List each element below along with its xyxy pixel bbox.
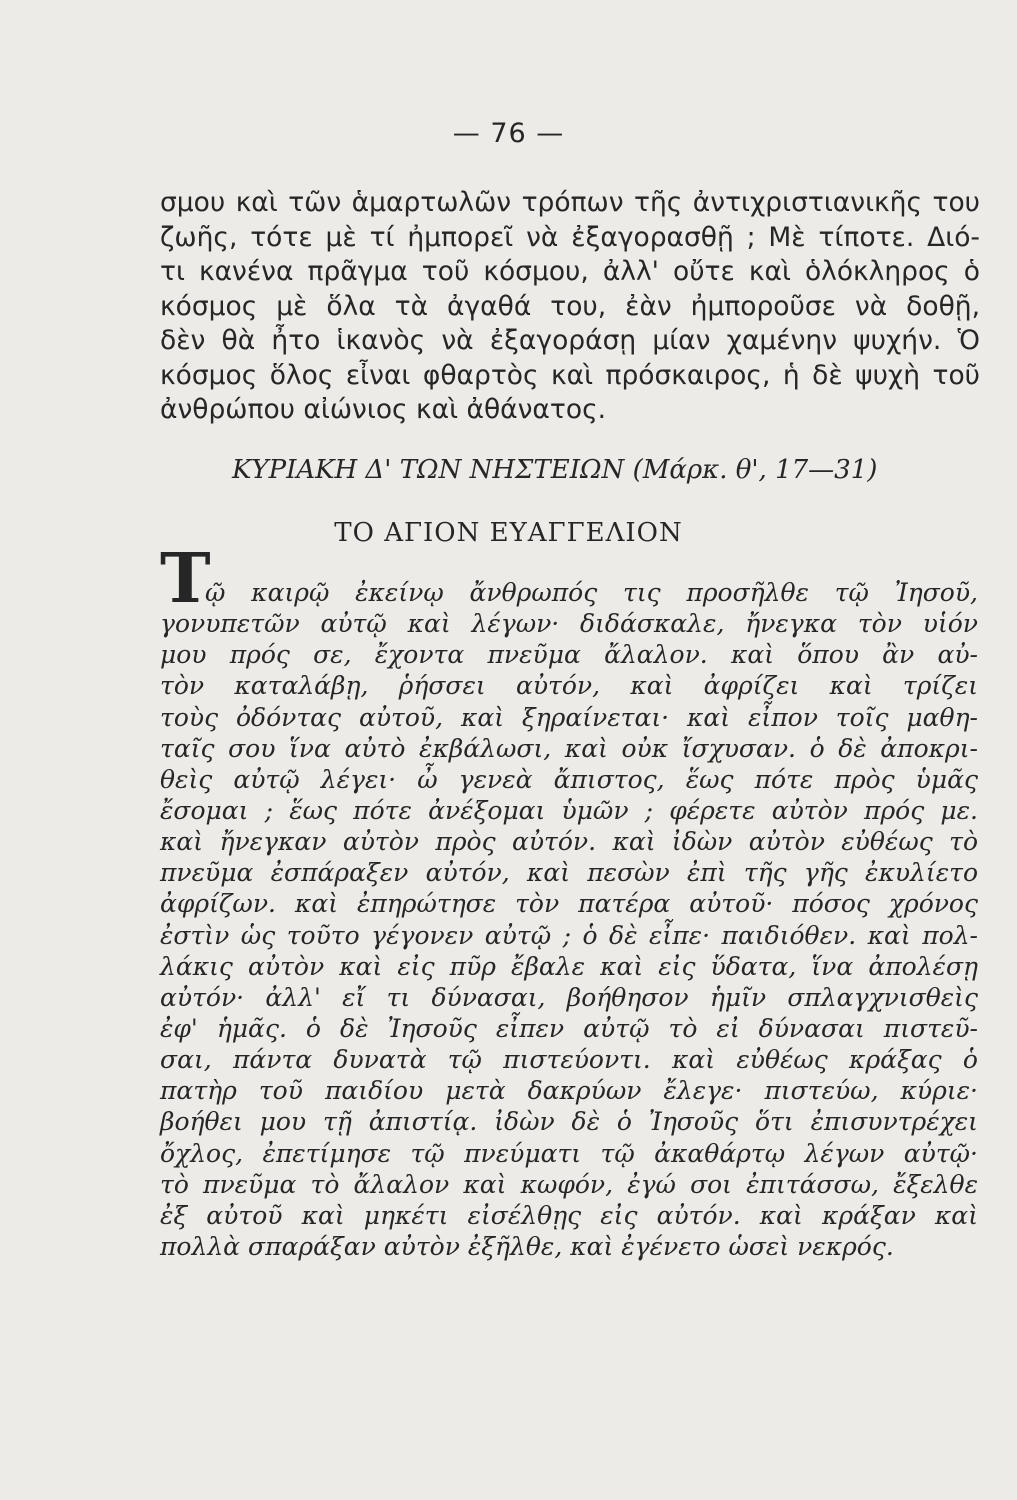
text-line: ἔσομαι ; ἕως πότε ἀνέξομαι ὑμῶν ; φέρετε αὐτὸν πρός με. [160, 795, 978, 825]
gospel-title: ΤΟ ΑΓΙΟΝ ΕΥΑΓΓΕΛΙΟΝ [334, 518, 683, 548]
text-line: γονυπετῶν αὐτῷ καὶ λέγων· διδάσκαλε, ἤνεγκα τὸν υἱόν [160, 609, 978, 639]
text-line: βοήθει μου τῇ ἀπιστίᾳ. ἰδὼν δὲ ὁ Ἰησοῦς ὅτι ἐπισυντρέχει [160, 1107, 978, 1137]
text-line: κόσμος μὲ ὅλα τὰ ἀγαθά του, ἐὰν ἠμποροῦσε νὰ δοθῇ, [160, 290, 980, 322]
text-line: ῷ καιρῷ ἐκείνῳ ἄνθρωπός τις προσῆλθε τῷ Ἰησοῦ, [205, 578, 978, 607]
text-line: μου πρός σε, ἔχοντα πνεῦμα ἄλαλον. καὶ ὅπου ἂν αὐ- [160, 640, 978, 670]
drop-cap: Τ [160, 539, 211, 619]
text-line: θεὶς αὐτῷ λέγει· ὦ γενεὰ ἄπιστος, ἕως πότε πρὸς ὑμᾶς [160, 764, 978, 794]
text-line: πνεῦμα ἐσπάραξεν αὐτόν, καὶ πεσὼν ἐπὶ τῆς γῆς ἐκυλίετο [160, 858, 978, 888]
text-line: ἐφ' ἡμᾶς. ὁ δὲ Ἰησοῦς εἶπεν αὐτῷ τὸ εἰ δύνασαι πιστεῦ- [160, 1013, 978, 1043]
text-line: κόσμος ὅλος εἶναι φθαρτὸς καὶ πρόσκαιρος, ἡ δὲ ψυχὴ τοῦ [160, 359, 980, 391]
text-line: ζωῆς, τότε μὲ τί ἠμπορεῖ νὰ ἐξαγορασθῇ ; Μὲ τίποτε. Διό- [160, 221, 980, 253]
text-line: ταῖς σου ἵνα αὐτὸ ἐκβάλωσι, καὶ οὐκ ἴσχυσαν. ὁ δὲ ἀποκρι- [160, 733, 978, 763]
text-line: ἀνθρώπου αἰώνιος καὶ ἀθάνατος. [160, 394, 607, 425]
text-line: ὄχλος, ἐπετίμησε τῷ πνεύματι τῷ ἀκαθάρτῳ λέγων αὐτῷ· [160, 1138, 978, 1168]
text-line: ἀφρίζων. καὶ ἐπηρώτησε τὸν πατέρα αὐτοῦ· πόσος χρόνος [160, 889, 978, 919]
gospel-paragraph [160, 577, 978, 1262]
text-line: τι κανένα πρᾶγμα τοῦ κόσμου, ἀλλ' οὔτε καὶ ὁλόκληρος ὁ [160, 256, 980, 287]
text-line: τοὺς ὀδόντας αὐτοῦ, καὶ ξηραίνεται· καὶ εἶπον τοῖς μαθη- [160, 702, 978, 732]
text-line: πολλὰ σπαράξαν αὐτὸν ἐξῆλθε, καὶ ἐγένετο ὡσεὶ νεκρός. [160, 1231, 894, 1261]
text-line: ἐξ αὐτοῦ καὶ μηκέτι εἰσέλθῃς εἰς αὐτόν. καὶ κράξαν καὶ [160, 1200, 978, 1230]
text-line: πατὴρ τοῦ παιδίου μετὰ δακρύων ἔλεγε· πιστεύω, κύριε· [160, 1076, 978, 1106]
text-line: σμου καὶ τῶν ἁμαρτωλῶν τρόπων τῆς ἀντιχριστιανικῆς του [160, 187, 980, 218]
text-line: καὶ ἤνεγκαν αὐτὸν πρὸς αὐτόν. καὶ ἰδὼν αὐτὸν εὐθέως τὸ [160, 827, 978, 857]
page-number: — 76 — [452, 118, 565, 149]
text-line: σαι, πάντα δυνατὰ τῷ πιστεύοντι. καὶ εὐθέως κράξας ὁ [160, 1045, 978, 1075]
text-line: τὸ πνεῦμα τὸ ἄλαλον καὶ κωφόν, ἐγώ σοι ἐπιτάσσω, ἔξελθε [160, 1169, 978, 1199]
text-line: δὲν θὰ ἦτο ἱκανὸς νὰ ἐξαγοράσῃ μίαν χαμένην ψυχήν. Ὁ [160, 325, 980, 356]
text-line: ἐστὶν ὡς τοῦτο γέγονεν αὐτῷ ; ὁ δὲ εἶπε· παιδιόθεν. καὶ πολ- [160, 920, 978, 950]
text-line: λάκις αὐτὸν καὶ εἰς πῦρ ἔβαλε καὶ εἰς ὕδατα, ἵνα ἀπολέσῃ [160, 951, 978, 981]
text-line: τὸν καταλάβῃ, ῥήσσει αὐτόν, καὶ ἀφρίζει καὶ τρίζει [160, 671, 978, 701]
text-line: αὐτόν· ἀλλ' εἴ τι δύνασαι, βοήθησον ἡμῖν σπλαγχνισθεὶς [160, 982, 978, 1012]
section-heading: ΚΥΡΙΑΚΗ Δ' ΤΩΝ ΝΗΣΤΕΙΩΝ (Μάρκ. θ', 17—31) [232, 455, 878, 485]
preceding-paragraph [160, 186, 980, 428]
